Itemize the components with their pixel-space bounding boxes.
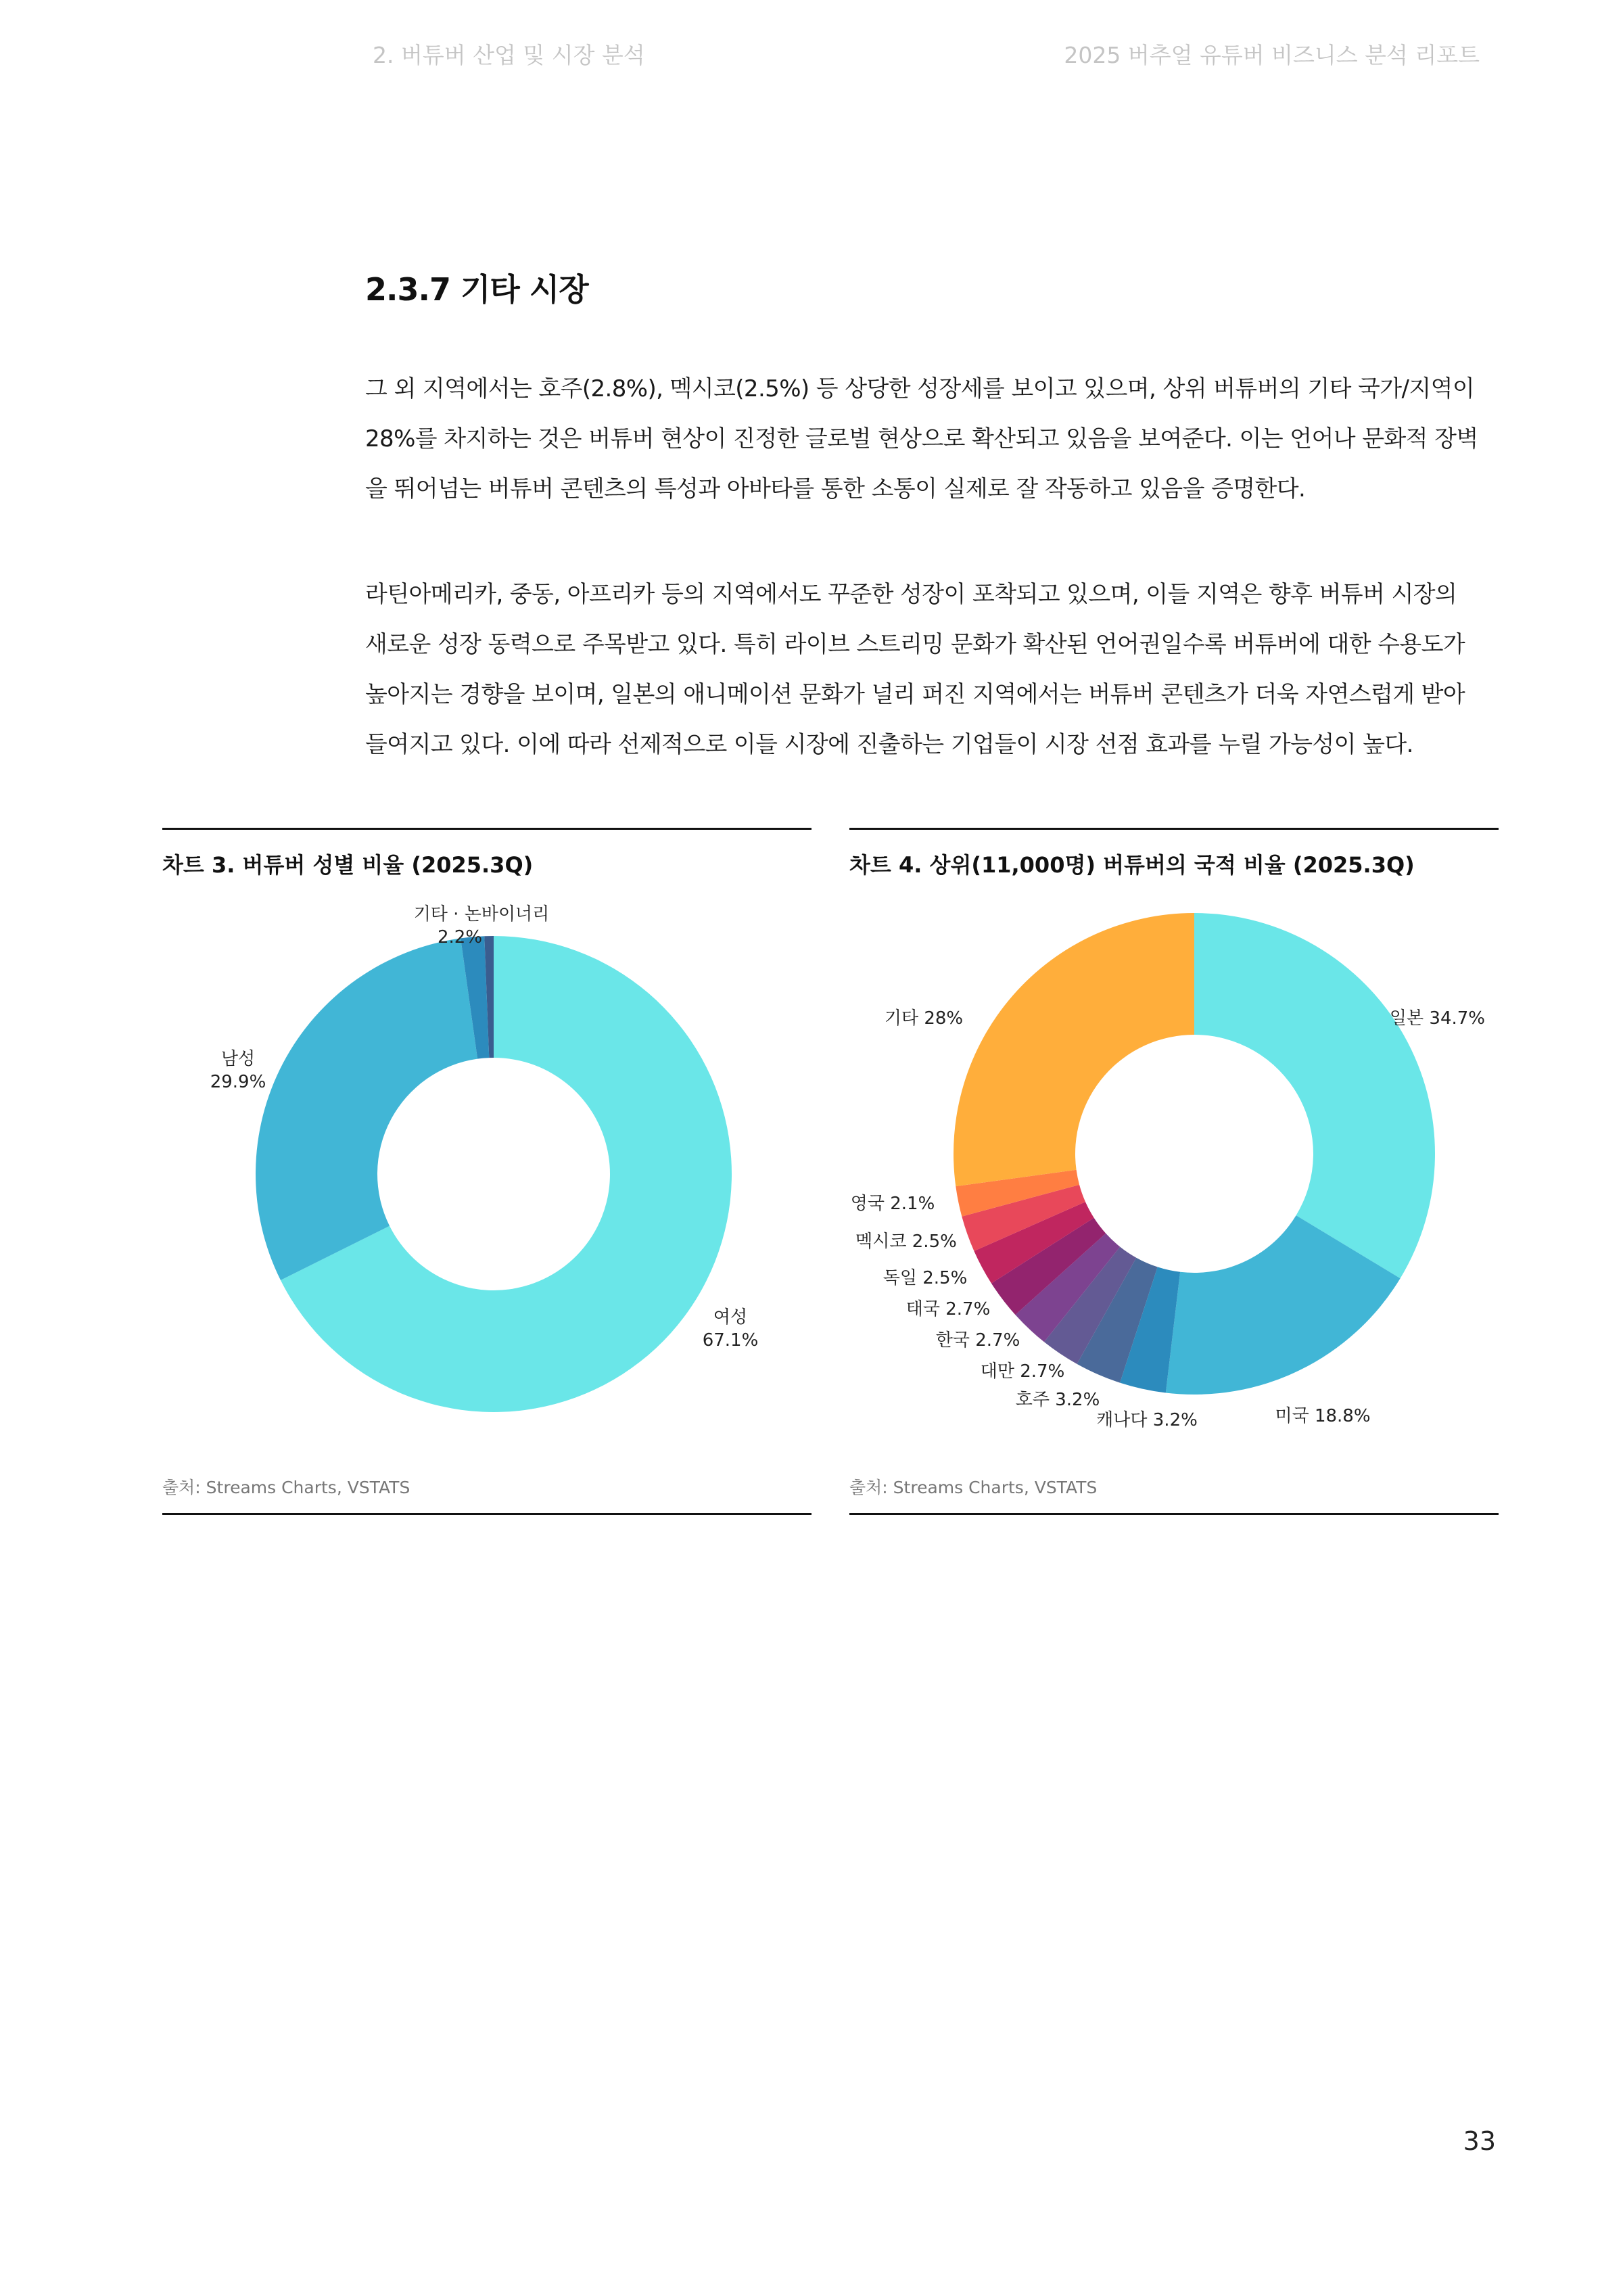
gender-slices xyxy=(256,936,732,1412)
gender-chart-panel xyxy=(162,828,812,1515)
slice-label: 일본 34.7% xyxy=(1389,1008,1485,1029)
paragraph-line: 28%를 차지하는 것은 버튜버 현상이 진정한 글로벌 현상으로 확산되고 있음을 보여준다. 이는 언어나 문화적 장벽 xyxy=(365,425,1478,452)
slice-label: 한국 2.7% xyxy=(935,1330,1020,1351)
gender-donut-chart xyxy=(162,828,812,1463)
body-paragraph-2 xyxy=(365,569,1495,770)
paragraph-line: 높아지는 경향을 보이며, 일본의 애니메이션 문화가 널리 퍼진 지역에서는 버튜버 콘텐츠가 더욱 자연스럽게 받아 xyxy=(365,681,1465,708)
slice-label-category: 남성 xyxy=(220,1049,256,1069)
chart-bottom-rule xyxy=(162,1513,812,1515)
donut-slice-2 xyxy=(256,938,477,1280)
donut-slice-1 xyxy=(1194,913,1435,1278)
slice-label: 멕시코 2.5% xyxy=(855,1232,957,1252)
slice-label: 태국 2.7% xyxy=(905,1299,991,1319)
nationality-slices xyxy=(954,913,1435,1395)
slice-label-category: 기타 · 논바이너리 xyxy=(413,904,550,924)
chart-source: 출처: Streams Charts, VSTATS xyxy=(162,1478,410,1497)
nationality-donut-chart xyxy=(849,828,1499,1463)
slice-label-category: 여성 xyxy=(713,1307,748,1328)
paragraph-line: 새로운 성장 동력으로 주목받고 있다. 특히 라이브 스트리밍 문화가 확산된 언어권일수록 버튜버에 대한 수용도가 xyxy=(365,631,1465,658)
page-number: 33 xyxy=(1463,2126,1496,2156)
slice-label: 영국 2.1% xyxy=(850,1194,935,1214)
slice-label: 독일 2.5% xyxy=(883,1268,968,1288)
donut-slice-11 xyxy=(954,913,1194,1186)
slice-label-value: 67.1% xyxy=(702,1330,759,1351)
paragraph-line: 들여지고 있다. 이에 따라 선제적으로 이들 시장에 진출하는 기업들이 시장 선점 효과를 누릴 가능성이 높다. xyxy=(365,731,1413,758)
slice-label: 캐나다 3.2% xyxy=(1096,1410,1198,1430)
paragraph-line: 그 외 지역에서는 호주(2.8%), 멕시코(2.5%) 등 상당한 성장세를 보이고 있으며, 상위 버튜버의 기타 국가/지역이 xyxy=(365,375,1475,402)
slice-label: 미국 18.8% xyxy=(1275,1406,1371,1426)
slice-label-value: 2.2% xyxy=(437,927,483,947)
section-title: 2.3.7 기타 시장 xyxy=(365,271,588,308)
running-header xyxy=(0,38,1623,68)
slice-label: 대만 2.7% xyxy=(980,1361,1065,1382)
slice-label: 호주 3.2% xyxy=(1015,1390,1100,1410)
running-header-report-title: 2025 버추얼 유튜버 비즈니스 분석 리포트 xyxy=(1064,42,1480,68)
chart-title: 차트 3. 버튜버 성별 비율 (2025.3Q) xyxy=(162,852,534,878)
slice-label: 기타 28% xyxy=(884,1008,964,1029)
paragraph-line: 을 뛰어넘는 버튜버 콘텐츠의 특성과 아바타를 통한 소통이 실제로 잘 작동하고 있음을 증명한다. xyxy=(365,475,1306,502)
chart-title: 차트 4. 상위(11,000명) 버튜버의 국적 비율 (2025.3Q) xyxy=(849,852,1415,878)
body-paragraph-1 xyxy=(365,364,1495,514)
nationality-chart-panel xyxy=(849,828,1499,1515)
running-header-chapter: 2. 버튜버 산업 및 시장 분석 xyxy=(373,42,645,68)
paragraph-line: 라틴아메리카, 중동, 아프리카 등의 지역에서도 꾸준한 성장이 포착되고 있으며, 이들 지역은 향후 버튜버 시장의 xyxy=(365,581,1457,608)
chart-bottom-rule xyxy=(849,1513,1499,1515)
slice-label-value: 29.9% xyxy=(210,1072,266,1092)
chart-source: 출처: Streams Charts, VSTATS xyxy=(849,1478,1098,1497)
